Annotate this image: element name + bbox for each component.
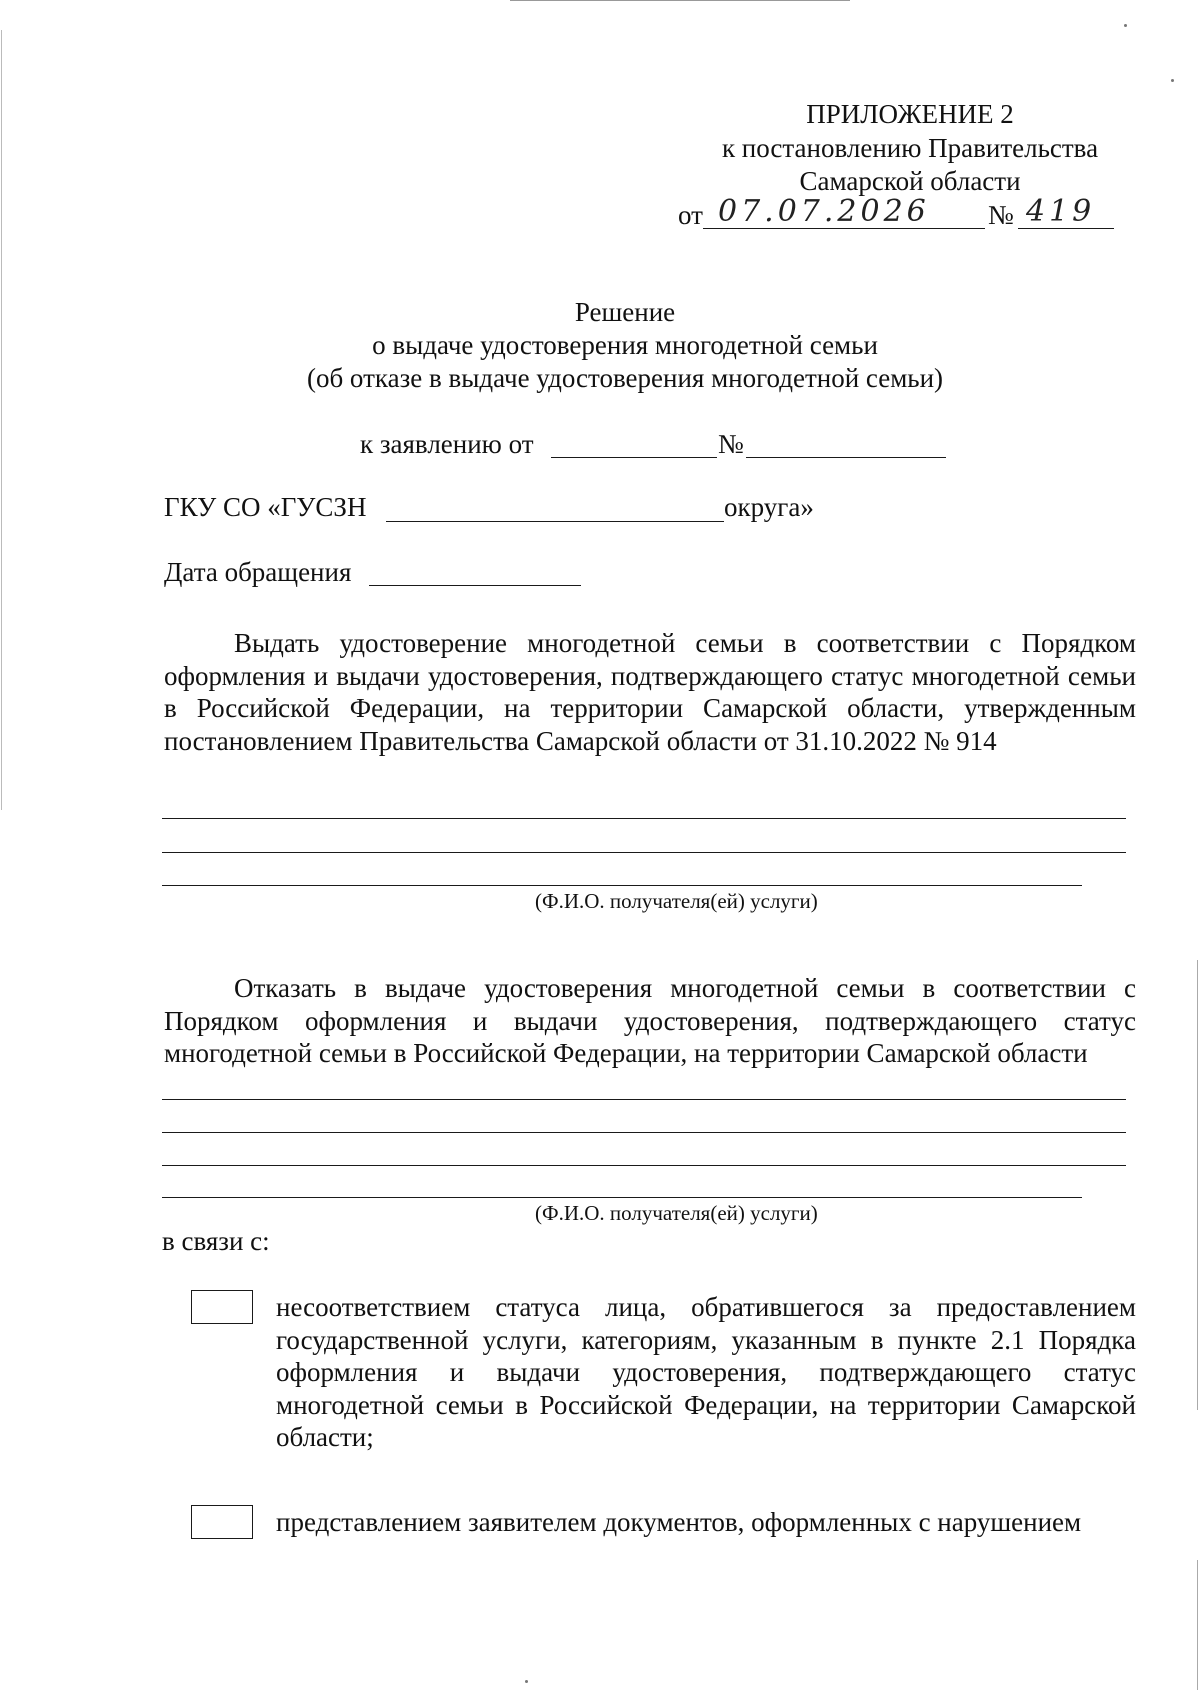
refuse-paragraph: Отказать в выдаче удостоверения многодетной семьи в соответствии с Порядком оформления и выдачи удостоверения, подтверждающего статус многодетной семьи в Российской Федерации, на территории Самарской области — [164, 973, 1136, 1068]
scan-speck — [1171, 79, 1174, 82]
issue-recipient-line-1[interactable] — [162, 818, 1126, 819]
issue-recipient-line-2[interactable] — [162, 852, 1126, 853]
scan-speck — [525, 1680, 528, 1683]
handwritten-date: 07.07.2026 — [718, 194, 930, 229]
refuse-recipient-caption: (Ф.И.О. получателя(ей) услуги) — [535, 1201, 818, 1225]
decision-title: Решение — [574, 297, 676, 327]
refuse-recipient-line-2[interactable] — [162, 1132, 1126, 1133]
issue-paragraph: Выдать удостоверение многодетной семьи в соответствии с Порядком оформления и выдачи удостоверения, подтверждающего статус многодетной семьи в Российской Федерации, на территории Самарской области, утвержденным постановлением Правительства Самарской области от 31.10.2022 № 914 — [164, 628, 1136, 756]
application-date-field[interactable] — [551, 457, 717, 458]
issue-recipient-line-3[interactable] — [162, 885, 1082, 886]
number-label: № — [988, 200, 1014, 230]
refuse-recipient-line-1[interactable] — [162, 1099, 1126, 1100]
application-number-field[interactable] — [746, 457, 946, 458]
scan-speck — [1124, 24, 1127, 27]
appendix-title: ПРИЛОЖЕНИЕ 2 — [806, 99, 1014, 129]
decision-subtitle-refusal: (об отказе в выдаче удостоверения многодетной семьи) — [306, 363, 944, 393]
decision-subtitle: о выдаче удостоверения многодетной семьи — [372, 330, 878, 360]
application-label: к заявлению от — [360, 429, 534, 459]
from-label: от — [678, 200, 703, 230]
request-date-field[interactable] — [369, 585, 581, 586]
reason-2-checkbox[interactable] — [191, 1505, 253, 1539]
request-date-label: Дата обращения — [164, 557, 352, 587]
refuse-recipient-line-4[interactable] — [162, 1197, 1082, 1198]
reason-1-checkbox[interactable] — [191, 1290, 253, 1324]
handwritten-number: 419 — [1026, 194, 1096, 229]
scan-right-edge-line — [1197, 960, 1198, 1410]
appendix-line-region: Самарской области — [799, 166, 1021, 196]
application-number-label: № — [718, 429, 744, 459]
reason-1-text: несоответствием статуса лица, обратившегося за предоставлением государственной услуги, категориям, указанным в пункте 2.1 Порядка оформления и выдачи удостоверения, подтверждающего статус многодетной семьи в Российской Федерации, на территории Самарской области; — [276, 1292, 1136, 1452]
reason-2-text: представлением заявителем документов, оформленных с нарушением — [276, 1507, 1082, 1537]
appendix-line-decree: к постановлению Правительства — [721, 133, 1099, 163]
issue-recipient-caption: (Ф.И.О. получателя(ей) услуги) — [535, 889, 818, 913]
agency-prefix: ГКУ СО «ГУСЗН — [164, 492, 367, 522]
agency-district-field[interactable] — [386, 521, 724, 522]
scan-left-edge-line — [1, 30, 2, 810]
scan-right-edge-line-lower — [1197, 1560, 1198, 1690]
refuse-recipient-line-3[interactable] — [162, 1165, 1126, 1166]
agency-suffix: округа» — [724, 492, 814, 522]
scan-top-line — [510, 0, 850, 1]
reason-intro: в связи с: — [162, 1226, 270, 1256]
